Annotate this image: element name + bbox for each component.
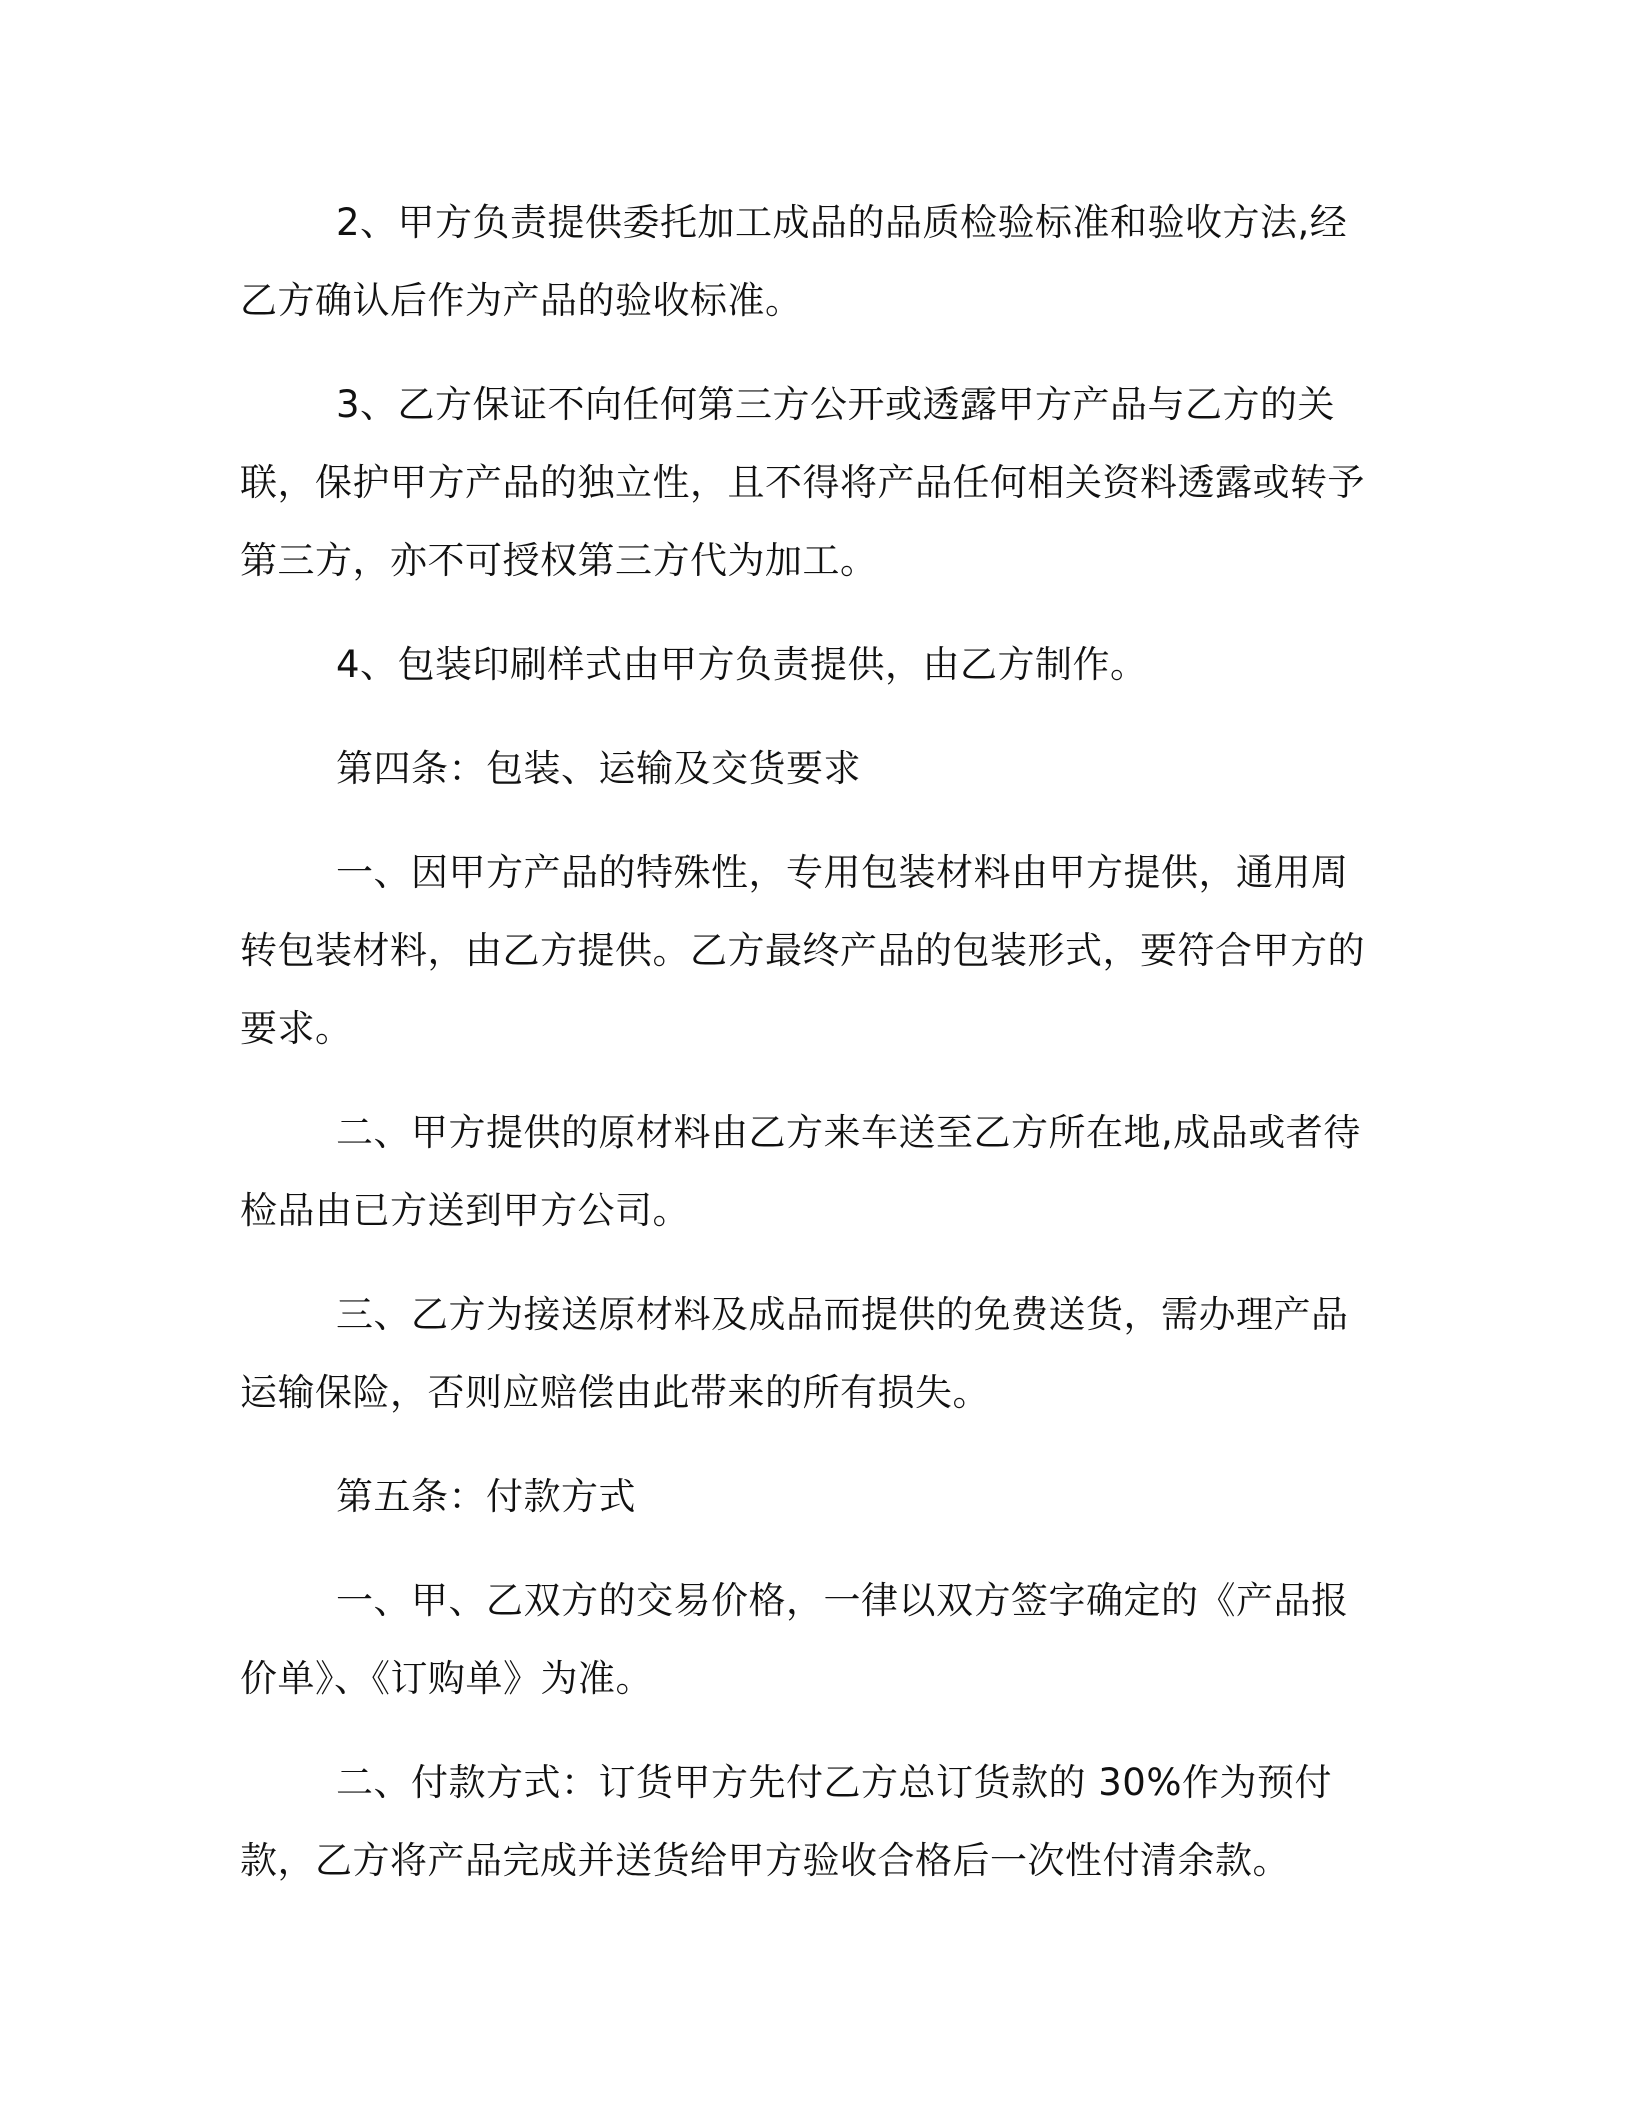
article-4-item-1: 一、因甲方产品的特殊性，专用包装材料由甲方提供，通用周转包装材料，由乙方提供。乙方最终产品的包装形式，要符合甲方的要求。 <box>240 851 1365 1050</box>
article-5-heading: 第五条：付款方式 <box>336 1475 636 1518</box>
article-4-item-3: 三、乙方为接送原材料及成品而提供的免费送货，需办理产品运输保险，否则应赔偿由此带来的所有损失。 <box>240 1293 1349 1414</box>
clause-3-item-4: 4、包装印刷样式由甲方负责提供，由乙方制作。 <box>336 643 1148 686</box>
document-body <box>240 184 1380 1900</box>
article-5-item-2: 二、付款方式：订货甲方先付乙方总订货款的 30%作为预付款，乙方将产品完成并送货给甲方验收合格后一次性付清余款。 <box>240 1761 1332 1882</box>
clause-3-item-2: 2、甲方负责提供委托加工成品的品质检验标准和验收方法,经乙方确认后作为产品的验收标准。 <box>240 201 1348 322</box>
article-4-heading: 第四条：包装、运输及交货要求 <box>336 747 861 790</box>
article-5-item-1: 一、甲、乙双方的交易价格，一律以双方签字确定的《产品报价单》、《订购单》为准。 <box>240 1579 1349 1700</box>
clause-3-item-3: 3、乙方保证不向任何第三方公开或透露甲方产品与乙方的关联，保护甲方产品的独立性，且不得将产品任何相关资料透露或转予第三方，亦不可授权第三方代为加工。 <box>240 383 1365 582</box>
article-4-item-2: 二、甲方提供的原材料由乙方来车送至乙方所在地,成品或者待检品由已方送到甲方公司。 <box>240 1111 1361 1232</box>
